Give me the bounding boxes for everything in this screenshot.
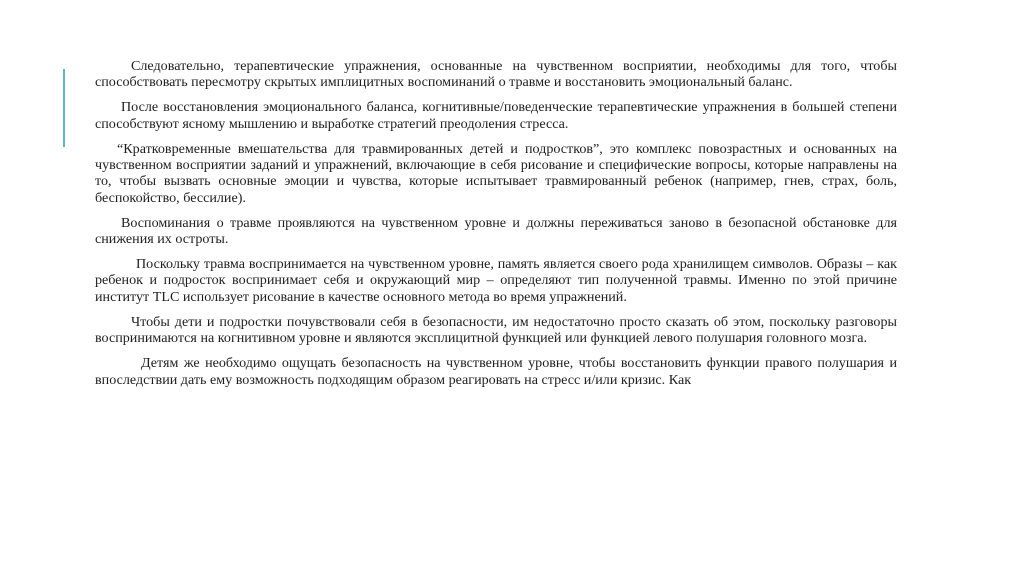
- paragraph-1: Следовательно, терапевтические упражнения, основанные на чувственном восприятии, необходимы для того, чтобы способствовать пересмотру скрытых имплицитных воспоминаний о травме и восстановить эмоциональный баланс.: [95, 58, 897, 91]
- paragraph-5: Поскольку травма воспринимается на чувственном уровне, память является своего рода хранилищем символов. Образы – как ребенок и подросток воспринимает себя и окружающий мир – определяют тип полученной травмы. Именно по этой причине институт TLC использует рисование в качестве основного метода во время упражнений.: [95, 256, 897, 305]
- paragraph-4: Воспоминания о травме проявляются на чувственном уровне и должны переживаться заново в безопасной обстановке для снижения их остроты.: [95, 214, 897, 248]
- paragraph-6: Чтобы дети и подростки почувствовали себя в безопасности, им недостаточно просто сказать об этом, поскольку разговоры воспринимаются на когнитивном уровне и являются эксплицитной функцией или функцией левого полушария головного мозга.: [95, 313, 897, 347]
- document-body: [95, 58, 897, 396]
- paragraph-7: Детям же необходимо ощущать безопасность на чувственном уровне, чтобы восстановить функции правого полушария и впоследствии дать ему возможность подходящим образом реагировать на стресс и/или кризис. Как: [95, 355, 897, 388]
- paragraph-3: “Кратковременные вмешательства для травмированных детей и подростков”, это комплекс повозрастных и основанных на чувственном восприятии заданий и упражнений, включающие в себя рисование и специфические вопросы, которые направлены на то, чтобы вызвать основные эмоции и чувства, которые испытывает травмированный ребенок (например, гнев, страх, боль, беспокойство, бессилие).: [95, 140, 897, 206]
- accent-bar: [63, 69, 65, 147]
- paragraph-2: После восстановления эмоционального баланса, когнитивные/поведенческие терапевтические упражнения в большей степени способствуют ясному мышлению и выработке стратегий преодоления стресса.: [95, 99, 897, 132]
